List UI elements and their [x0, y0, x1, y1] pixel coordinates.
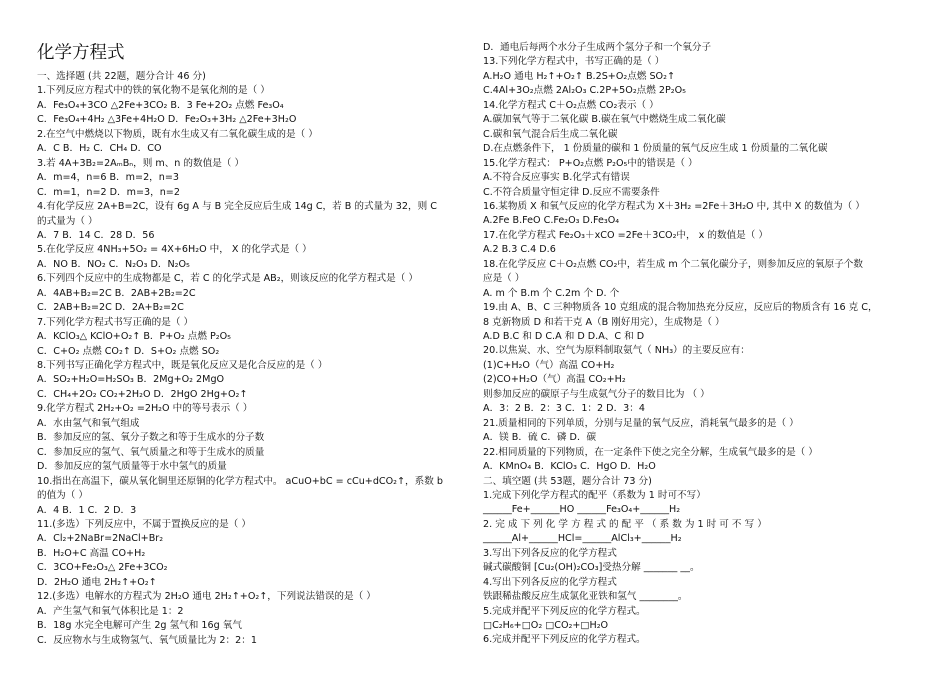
right-text-line: A.D B.C 和 D C.A 和 D D.A、C 和 D — [483, 331, 645, 342]
right-text-line: (1)C+H₂O（气）高温 CO+H₂ — [483, 359, 615, 371]
left-text-line: A．产生氢气和氧气体积比是 1：2 — [37, 605, 184, 617]
right-text-line: 应是（ ） — [483, 273, 525, 285]
right-text-line: 17.在化学方程式 Fe₂O₃＋xCO =2Fe＋3CO₂中， x 的数值是（ ） — [483, 229, 768, 241]
right-text-line: (2)CO+H₂O（气）高温 CO₂+H₂ — [483, 374, 626, 386]
right-text-line: 8 克新物质 D 和若干克 A（B 刚好用完），生成物是（ ） — [483, 316, 725, 328]
left-text-line: 11.(多选）下列反应中，不属于置换反应的是（ ） — [37, 518, 251, 530]
right-text-line: 2. 完 成 下 列 化 学 方 程 式 的 配 平 （ 系 数 为 1 时 可 不 写 ） — [483, 518, 767, 530]
left-text-line: 7.下列化学方程式书写正确的是（ ） — [37, 316, 194, 328]
left-text-line: A．Cl₂+2NaBr=2NaCl+Br₂ — [37, 533, 164, 545]
left-text-line: A．7 B．14 C．28 D．56 — [37, 229, 155, 241]
left-text-line: 8.下列书写正确化学方程式中，既是氧化反应又是化合反应的是（ ） — [37, 360, 328, 371]
right-text-line: 16.某物质 X 和氧气反应的化学方程式为 X＋3H₂ =2Fe＋3H₂O 中, 其中 X 的数值为（ ） — [483, 200, 865, 212]
left-text-line: A．KClO₃△ KClO+O₂↑ B．P+O₂ 点燃 P₂O₅ — [37, 331, 232, 343]
left-text-line: A．SO₂+H₂O=H₂SO₃ B．2Mg+O₂ 2MgO — [37, 374, 225, 386]
left-text-line: C．参加反应的氢气、氧气质量之和等于生成水的质量 — [37, 446, 265, 458]
right-text-line: C.4Al+3O₂点燃 2Al₂O₃ C.2P+5O₂点燃 2P₂O₅ — [483, 85, 687, 97]
left-text-line: C．3CO+Fe₂O₃△ 2Fe+3CO₂ — [37, 562, 168, 574]
right-text-line: A.2Fe B.FeO C.Fe₂O₃ D.Fe₃O₄ — [483, 215, 620, 227]
left-text-line: D．2H₂O 通电 2H₂↑+O₂↑ — [37, 576, 157, 588]
left-text-line: D．参加反应的氢气质量等于水中氢气的质量 — [37, 461, 227, 473]
right-text-line: 4.写出下列各反应的化学方程式 — [483, 576, 617, 588]
right-text-line: 20.以焦炭、水、空气为原料制取氨气（ NH₃）的主要反应有： — [483, 345, 750, 357]
right-text-line: ______Al+______HCl=______AlCl₃+______H₂ — [483, 533, 682, 545]
right-text-line: 二、填空题 (共 53题，题分合计 73 分) — [483, 475, 652, 487]
left-text-line: C．m=1，n=2 D．m=3，n=2 — [37, 186, 180, 198]
left-text-line: A．m=4，n=6 B．m=2，n=3 — [37, 172, 179, 184]
right-text-line: A.碳加氧气等于二氧化碳 B.碳在氧气中燃烧生成二氧化碳 — [483, 114, 726, 126]
right-text-line: A.不符合反应事实 B.化学式有错误 — [483, 172, 630, 184]
right-text-line: A.H₂O 通电 H₂↑+O₂↑ B.2S+O₂点燃 SO₂↑ — [483, 70, 675, 82]
right-text-line: 18.在化学反应 C＋O₂点燃 CO₂中，若生成 m 个二氧化碳分子，则参加反应的氧原子个数 — [483, 258, 863, 270]
left-text-line: A．Fe₃O₄+3CO △2Fe+3CO₂ B．3 Fe+2O₂ 点燃 Fe₃O₄ — [37, 99, 284, 111]
right-text-line: 19.由 A、B、C 三种物质各 10 克组成的混合物加热充分反应，反应后的物质含有 16 克 C， — [483, 302, 878, 314]
left-text-line: C．C+O₂ 点燃 CO₂↑ D．S+O₂ 点燃 SO₂ — [37, 345, 220, 357]
left-text-line: 3.若 4A+3B₂=2AₘBₙ，则 m、n 的数值是（ ） — [37, 157, 245, 169]
right-text-line: 15.化学方程式： P+O₂点燃 P₂O₅中的错误是（ ） — [483, 157, 698, 169]
right-text-line: 1.完成下列化学方程式的配平（系数为 1 时可不写） — [483, 489, 706, 501]
left-text-line: 一、选择题 (共 22题，题分合计 46 分) — [37, 71, 206, 82]
left-text-line: 的式量为（ ） — [37, 215, 98, 227]
left-text-line: 2.在空气中燃烧以下物质，既有水生成又有二氧化碳生成的是（ ） — [37, 128, 318, 140]
right-text-line: 则参加反应的碳原子与生成氨气分子的数目比为 （ ） — [483, 388, 710, 400]
left-text-line: C．2AB+B₂=2C D．2A+B₂=2C — [37, 302, 184, 314]
left-text-line: 1.下列反应方程式中的铁的氧化物不是氧化剂的是（ ） — [37, 85, 270, 97]
right-text-line: 21.质量相同的下列单质，分别与足量的氧气反应，消耗氧气最多的是（ ） — [483, 417, 799, 429]
right-text-line: C.碳和氧气混合后生成二氧化碳 — [483, 128, 618, 140]
right-text-line: ______Fe+______HO ______Fe₃O₄+______H₂ — [483, 504, 681, 516]
right-text-line: 铁跟稀盐酸反应生成氯化亚铁和氢气 ________。 — [483, 591, 688, 603]
left-text-line: B．H₂O+C 高温 CO+H₂ — [37, 547, 146, 559]
left-text-line: B．18g 水完全电解可产生 2g 氢气和 16g 氧气 — [37, 620, 242, 632]
right-text-line: □C₂H₆+□O₂ □CO₂+□H₂O — [483, 620, 609, 631]
right-text-line: 13.下列化学方程式中，书写正确的是（ ） — [483, 56, 665, 68]
left-text-line: 6.下列四个反应中的生成物都是 C，若 C 的化学式是 AB₂，则该反应的化学方程式是（ ） — [37, 273, 418, 285]
right-text-line: 3.写出下列各反应的化学方程式 — [483, 547, 617, 559]
right-text-line: D.在点燃条件下， 1 份质量的碳和 1 份质量的氧气反应生成 1 份质量的二氧化碳 — [483, 143, 828, 155]
right-text-line: D．通电后每两个水分子生成两个氢分子和一个氧分子 — [483, 42, 712, 53]
left-text-line: 4.有化学反应 2A+B=2C，设有 6g A 与 B 完全反应后生成 14g C，若 B 的式量为 32，则 C — [37, 201, 437, 213]
left-text-line: 的值为（ ） — [37, 490, 89, 502]
left-text-line: B．参加反应的氢、氧分子数之和等于生成水的分子数 — [37, 432, 265, 444]
left-text-line: 10.指出在高温下，碳从氧化铜里还原铜的化学方程式中。 aCuO+bC = cCu+dCO₂↑，系数 b — [37, 475, 443, 487]
page-title: 化学方程式 — [37, 43, 125, 63]
right-text-line: 22.相同质量的下列物质，在一定条件下使之完全分解，生成氧气最多的是（ ） — [483, 446, 818, 458]
left-text-line: A．NO B．NO₂ C．N₂O₃ D．N₂O₅ — [37, 258, 190, 270]
right-text-line: A．3：2 B．2：3 C．1：2 D．3：4 — [483, 403, 645, 415]
left-text-line: C．Fe₃O₄+4H₂ △3Fe+4H₂O D．Fe₂O₃+3H₂ △2Fe+3H₂O — [37, 114, 297, 126]
right-text-line: A.2 B.3 C.4 D.6 — [483, 244, 556, 256]
right-text-line: A. m 个 B.m 个 C.2m 个 D. 个 — [483, 287, 620, 299]
left-text-line: A．4AB+B₂=2C B．2AB+2B₂=2C — [37, 287, 196, 299]
right-text-line: C.不符合质量守恒定律 D.反应不需要条件 — [483, 186, 660, 198]
left-text-line: A．4 B．1 C．2 D．3 — [37, 504, 137, 516]
right-text-line: 14.化学方程式 C＋O₂点燃 CO₂表示（ ） — [483, 99, 659, 111]
left-text-line: C．反应物水与生成物氢气、氧气质量比为 2：2：1 — [37, 634, 257, 646]
right-text-line: A．KMnO₄ B．KClO₃ C．HgO D．H₂O — [483, 461, 656, 473]
right-text-line: 5.完成并配平下列反应的化学方程式。 — [483, 605, 646, 617]
left-text-line: A．C B．H₂ C．CH₄ D．CO — [37, 143, 162, 155]
right-text-line: 碱式碳酸铜 [Cu₂(OH)₂CO₃]受热分解 _______ __。 — [483, 562, 700, 574]
left-text-line: A．水由氢气和氧气组成 — [37, 417, 140, 429]
left-text-line: 9.化学方程式 2H₂+O₂ =2H₂O 中的等号表示（ ） — [37, 403, 253, 415]
left-text-line: 5.在化学反应 4NH₃+5O₂ = 4X+6H₂O 中， X 的化学式是（ ） — [37, 244, 312, 256]
right-text-line: A．镁 B．硫 C．磷 D．碳 — [483, 432, 597, 444]
left-text-line: 12.(多选）电解水的方程式为 2H₂O 通电 2H₂↑+O₂↑，下列说法错误的是（ ） — [37, 591, 376, 603]
left-text-line: C．CH₄+2O₂ CO₂+2H₂O D．2HgO 2Hg+O₂↑ — [37, 388, 248, 400]
right-text-line: 6.完成并配平下列反应的化学方程式。 — [483, 634, 646, 646]
